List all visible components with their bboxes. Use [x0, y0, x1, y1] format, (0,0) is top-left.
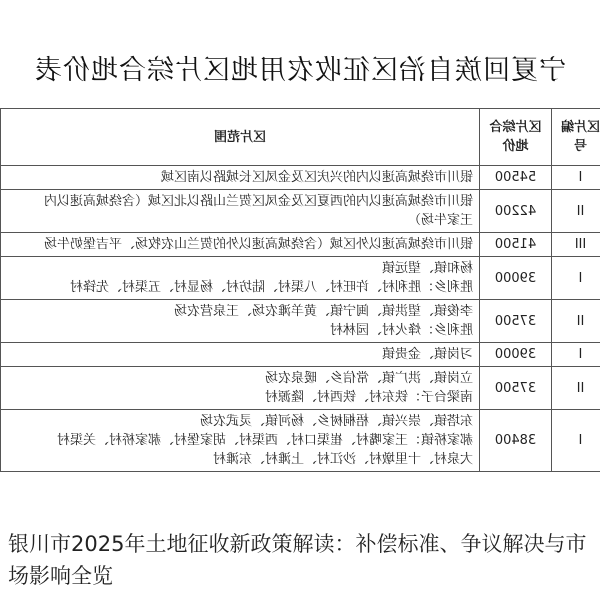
zone-range — [1, 257, 480, 300]
zone-range — [1, 190, 480, 233]
zone-code: II — [552, 367, 600, 410]
zone-range-line: 杨和镇、望远镇 — [381, 261, 473, 276]
zone-code: I — [552, 166, 600, 190]
zone-range-line: 大泉村、十里墩村、沙江村、上滩村、东滩村 — [212, 452, 473, 467]
table-row — [1, 257, 600, 300]
zone-range — [1, 300, 480, 343]
zone-range — [1, 410, 480, 472]
zone-code: II — [552, 300, 600, 343]
header-range: 区片范围 — [1, 109, 480, 166]
zone-price: 37500 — [480, 300, 552, 343]
table-row — [1, 300, 600, 343]
table-row — [1, 166, 600, 190]
zone-price: 42200 — [480, 190, 552, 233]
zone-range-line: 立岗镇、洪广镇、常信乡、暖泉农场 — [264, 371, 473, 386]
zone-code: I — [552, 343, 600, 367]
land-price-table — [0, 108, 600, 472]
table-row — [1, 343, 600, 367]
zone-range-line: 胜利乡：胜利村、许旺村、八渠村、陆坊村、杨显村、五渠村、先锋村 — [69, 280, 473, 295]
zone-range-line: 胜利乡：烽火村、园林村 — [329, 323, 473, 338]
zone-range-line: 银川市绕城高速以内的西夏区及金凤区贺兰山路以北区域（含绕城高速以内 — [43, 194, 473, 209]
zone-range — [1, 233, 480, 257]
zone-range-line: 银川市绕城高速以外区域（含绕城高速以外的贺兰山农牧场、平吉堡奶牛场 — [43, 237, 473, 252]
zone-range-line: 东塔镇、崇兴镇、梧桐树乡、杨河镇、灵武农场 — [199, 414, 473, 429]
header-code: 区片编号 — [552, 109, 600, 166]
zone-code: II — [552, 190, 600, 233]
zone-code: I — [552, 410, 600, 472]
zone-price: 37500 — [480, 367, 552, 410]
zone-price: 39000 — [480, 257, 552, 300]
zone-range-line: 王家牛场） — [407, 213, 473, 228]
table-row — [1, 233, 600, 257]
header-price: 区片综合地价 — [480, 109, 552, 166]
zone-range — [1, 166, 480, 190]
table-header-row — [1, 109, 600, 166]
table-row — [1, 190, 600, 233]
zone-price: 54500 — [480, 166, 552, 190]
zone-code: III — [552, 233, 600, 257]
zone-range — [1, 367, 480, 410]
zone-range-line: 李俊镇、望洪镇、闽宁镇、黄羊滩农场、王泉营农场 — [173, 304, 473, 319]
zone-range-line: 郝家桥镇：王家嘴村、崔渠口村、西渠村、胡家堡村、郝家桥村、关渠村 — [56, 433, 473, 448]
document-title: 宁夏回族自治区征收农用地区片综合地价表 — [34, 55, 566, 86]
zone-price: 41500 — [480, 233, 552, 257]
article-caption: 银川市2025年土地征收新政策解读：补偿标准、争议解决与市场影响全览 — [0, 522, 600, 600]
zone-price: 39000 — [480, 343, 552, 367]
zone-price: 38400 — [480, 410, 552, 472]
table-row — [1, 410, 600, 472]
zone-range-line: 习岗镇、金贵镇 — [381, 347, 473, 362]
zone-range-line: 银川市绕城高速以内的兴庆区及金凤区长城路以南区域 — [160, 170, 473, 185]
zone-range-line: 南梁台子：铁东村、铁西村、隆源村 — [264, 390, 473, 405]
zone-range — [1, 343, 480, 367]
zone-code: I — [552, 257, 600, 300]
table-row — [1, 367, 600, 410]
